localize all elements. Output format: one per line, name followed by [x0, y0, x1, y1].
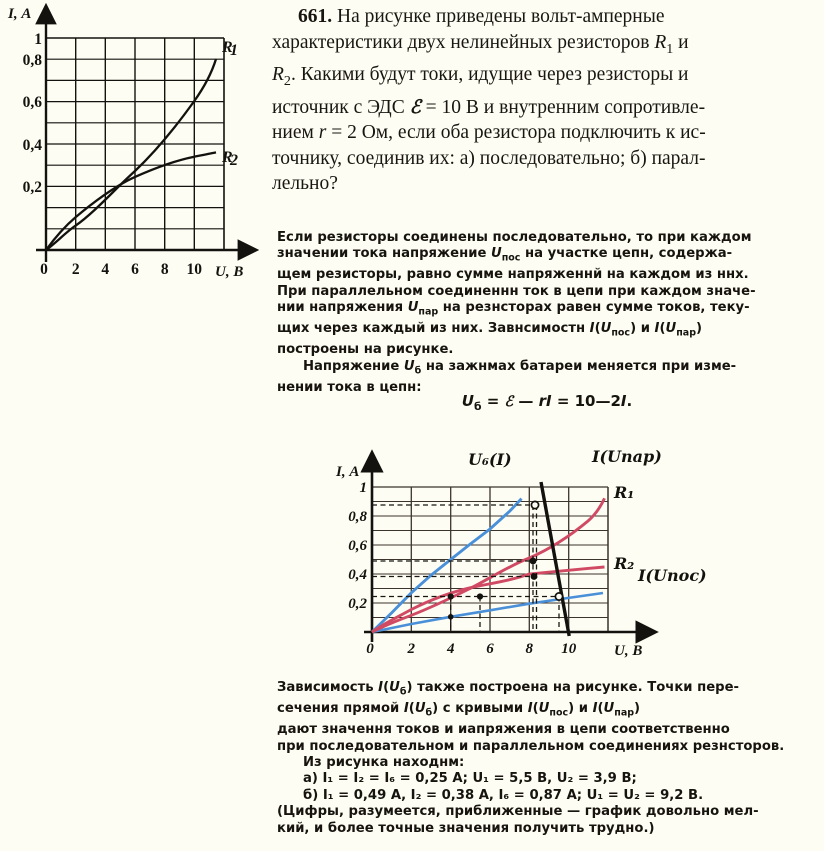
- sol-u-pos: U: [490, 246, 502, 262]
- chart2-svg: [320, 440, 824, 672]
- solb-u1-sub: б: [399, 686, 407, 698]
- sol-l9: нении тока в цепн:: [277, 379, 422, 395]
- yticklabel-04: 0,4: [22, 137, 42, 154]
- problem-line-3: . Какими будут токи, идущие через резисторы и: [290, 64, 689, 86]
- marker-open-pos: [555, 593, 562, 600]
- formula-eq1: =: [481, 392, 505, 410]
- sol-l7: построены на рисунке.: [277, 342, 454, 358]
- problem-line-5b: = 2 Ом, если оба резистора подключить к ис-: [326, 122, 706, 144]
- xticklabel-10: 10: [186, 261, 203, 278]
- marker-filled-5: [448, 614, 454, 620]
- sol-i1: I: [589, 321, 595, 337]
- c2-yticklabel-1: 1: [359, 480, 367, 496]
- problem-number: 661.: [298, 6, 333, 27]
- xticklabel-2: 2: [71, 261, 80, 278]
- xticklabel-0: 0: [40, 261, 48, 278]
- solb-p4: при последовательном и параллельном соединениях резнсторов.: [277, 738, 785, 754]
- c2-yticklabel-04: 0,4: [348, 567, 367, 583]
- label-r1: R: [222, 39, 233, 56]
- solb-i3: I: [527, 701, 533, 717]
- problem-line-5a: нием: [272, 122, 319, 144]
- c2-xticklabel-4: 4: [446, 641, 455, 657]
- problem-line-1: На рисунке приведены вольт-амперные: [337, 6, 665, 27]
- solution-paragraph-bottom: Зависимость $I(U_б)$ также построена на рисунке. Точки пере- сечения прямой $I(U_б)$ с кривыми $I(U_{пос})$ и $I(U_{пар})$ дают значення токов и иапряжения в цепи соответственно при последовательном и параллельном соединениях резнсторов. Из рисунка находнм: а) I₁ = I₂ = I₆ = 0,25 А; U₁ = 5,5 В, U₂ = 3,9 В; б) I₁ = 0,49 А, I₂ = 0,38 А, I₆ = 0,87 А; U₁ = U₂ = 9,2 В. (Цифры, разумеется, приближенные — график довольно мел- кий, и более точные значения получить трудно.): [277, 680, 785, 836]
- sol-u2-sub: пар: [676, 327, 696, 339]
- chart2-y-ticklabels: [348, 480, 367, 612]
- problem-line-4b: = 10 В и внутренним сопротивле-: [420, 96, 706, 118]
- formula-minus: —: [513, 392, 539, 410]
- solb-i2: I: [403, 701, 409, 717]
- formula-eq2: = 10—2: [551, 392, 621, 410]
- solb-p1b: также построена на рисунке. Точки пере-: [412, 680, 740, 695]
- chart1-svg: [0, 0, 262, 300]
- problem-line-7: лельно?: [272, 173, 338, 195]
- solb-note1: (Цифры, разумеется, приближенные — график довольно мел-: [277, 804, 759, 820]
- problem-line-4a: источник с ЭДС: [272, 96, 410, 118]
- chart1-y-ticklabels: [23, 31, 43, 196]
- solb-p2mid: с кривыми: [438, 701, 528, 717]
- solb-u1: U: [389, 680, 400, 695]
- sol-u-par-sub: пар: [418, 306, 439, 318]
- annotation-i-upar: I(Uпар): [592, 447, 662, 466]
- problem-statement: [272, 4, 820, 197]
- label-r2: R: [222, 149, 233, 166]
- c2-yticklabel-06: 0,6: [348, 538, 367, 554]
- solb-note2: кий, и более точные значения получить трудно.): [277, 820, 655, 836]
- annotation-ub-i: U₆(I): [468, 450, 512, 469]
- chart1-x-ticklabels: [40, 261, 202, 278]
- sol-l3: щем резисторы, равно сумме напряженнй на каждом из ннх.: [277, 267, 749, 283]
- c2-yticklabel-02: 0,2: [348, 596, 367, 612]
- problem-r2-sub: 2: [283, 72, 291, 89]
- yticklabel-02: 0,2: [22, 179, 42, 196]
- curve-r2: [46, 152, 216, 250]
- chart1-y-axis-title: I, А: [8, 6, 32, 22]
- solb-i4: I: [592, 701, 598, 717]
- chart1-x-axis-title: U, В: [215, 264, 244, 280]
- formula-dot: .: [626, 392, 633, 410]
- problem-line-2a: характеристики двух нелинейных резисторов: [272, 31, 655, 53]
- formula-i: I: [620, 392, 627, 410]
- formula-emf: ℰ: [504, 394, 514, 410]
- xticklabel-8: 8: [160, 261, 169, 278]
- problem-line-6: точнику, соединив их: а) последовательно; б) парал-: [272, 147, 706, 169]
- sol-l5b: на резнсторах равен сумме токов, теку-: [438, 300, 750, 316]
- problem-r1: R: [654, 31, 667, 53]
- annotation-r2: R₂: [614, 554, 635, 573]
- marker-open-par: [531, 501, 538, 508]
- solb-u2-sub: б: [425, 707, 433, 719]
- marker-filled-3: [530, 558, 537, 565]
- yticklabel-06: 0,6: [22, 94, 42, 111]
- sol-l1: Если резисторы соединены последовательно, то при каждом: [277, 230, 752, 245]
- formula-u-sub: б: [473, 400, 482, 413]
- sol-l5a: нии напряжения: [277, 300, 408, 316]
- yticklabel-1: 1: [34, 31, 42, 48]
- sol-u-par: U: [407, 300, 419, 316]
- c2-xticklabel-2: 2: [407, 641, 416, 657]
- solb-i1: I: [378, 680, 384, 695]
- solb-u4: U: [603, 701, 615, 717]
- sol-ub: U: [403, 358, 415, 374]
- sol-l6mid: и: [636, 321, 655, 337]
- annotation-r1: R₁: [614, 483, 635, 502]
- problem-line-2b: и: [673, 31, 689, 53]
- sol-l2b: на участке цепн, содержа-: [520, 246, 733, 262]
- sol-u1: U: [600, 321, 612, 337]
- sol-l2a: значении тока напряжение: [277, 246, 491, 262]
- marker-filled-1: [448, 593, 454, 599]
- solb-u3-sub: пос: [549, 707, 569, 719]
- sol-i2: I: [654, 321, 660, 337]
- sol-l6a: щих через каждый из них. Завнсимостн: [277, 321, 590, 337]
- curve-i-upar: [372, 499, 522, 632]
- formula-battery-voltage: [277, 392, 817, 413]
- xticklabel-6: 6: [131, 261, 139, 278]
- solb-u3: U: [538, 701, 550, 717]
- answer-b: б) I₁ = 0,49 А, I₂ = 0,38 А, I₆ = 0,87 А; U₁ = U₂ = 9,2 В.: [303, 787, 704, 803]
- problem-r2: R: [272, 64, 284, 86]
- chart2-x-ticklabels: [366, 641, 576, 657]
- c2-xticklabel-0: 0: [366, 641, 374, 657]
- answer-a: а) I₁ = I₂ = I₆ = 0,25 А; U₁ = 5,5 В, U₂ = 3,9 В;: [303, 771, 637, 787]
- c2-xticklabel-6: 6: [486, 641, 494, 657]
- formula-u: U: [461, 392, 474, 410]
- chart-graphical-solution: [320, 440, 824, 672]
- solb-u4-sub: пар: [614, 707, 635, 719]
- solb-p3: дают значення токов и иапряжения в цепи соответственно: [277, 722, 730, 738]
- c2-xticklabel-10: 10: [561, 641, 577, 657]
- sol-ub-sub: б: [414, 365, 422, 377]
- chart-vac-characteristics: [0, 0, 262, 300]
- solution-paragraph-top: Если резисторы соединены последовательно, то при каждом значении тока напряжение $U_{пос}$ на участке цепн, содержа- щем резисторы, равно сумме напряженнй на каждом из ннх. При параллельном соединеннн ток в цепи при каждом значе- нии напряжения $U_{пар}$ на резнсторах равен сумме токов, теку- щих через каждый из них. Завнсимостн $I(U_{пос})$ и $I(U_{пар})$ построены на рисунке. Напряжение $U_б$ на зажнмах батареи меняется при изме- нении тока в цепн:: [277, 230, 756, 395]
- label-r1-sub: 1: [230, 42, 238, 59]
- solb-p1a: Зависимость: [277, 680, 379, 695]
- formula-ri: rI: [538, 392, 552, 410]
- marker-filled-2: [477, 593, 483, 599]
- sol-l4: При параллельном соединеннн ток в цепи при каждом значе-: [277, 283, 756, 299]
- marker-filled-4: [531, 573, 538, 580]
- xticklabel-4: 4: [101, 261, 110, 278]
- c2-yticklabel-08: 0,8: [348, 509, 367, 525]
- problem-r-symbol: r: [318, 122, 327, 144]
- sol-u2: U: [665, 321, 677, 337]
- chart2-construction-lines: [372, 505, 559, 632]
- solb-p2and: и: [574, 701, 593, 717]
- solb-p2a: сечения прямой: [277, 701, 404, 717]
- c2-xticklabel-8: 8: [525, 641, 534, 657]
- solb-p5: Из рисунка находнм:: [303, 754, 465, 770]
- solb-u2: U: [414, 701, 426, 717]
- yticklabel-08: 0,8: [22, 52, 42, 69]
- sol-l8a: Напряжение: [303, 358, 404, 374]
- sol-u-pos-sub: пос: [501, 253, 521, 265]
- chart2-x-axis-title: U, В: [614, 643, 643, 659]
- label-r2-sub: 2: [230, 152, 238, 169]
- problem-r1-sub: 1: [666, 40, 674, 57]
- sol-u1-sub: пос: [611, 327, 631, 339]
- sol-l8b: на зажнмах батареи меняется при изме-: [421, 358, 737, 374]
- annotation-i-upos: I(Uпос): [638, 566, 707, 585]
- emf-symbol: ℰ: [409, 96, 421, 118]
- chart2-y-axis-title: I, А: [336, 464, 360, 480]
